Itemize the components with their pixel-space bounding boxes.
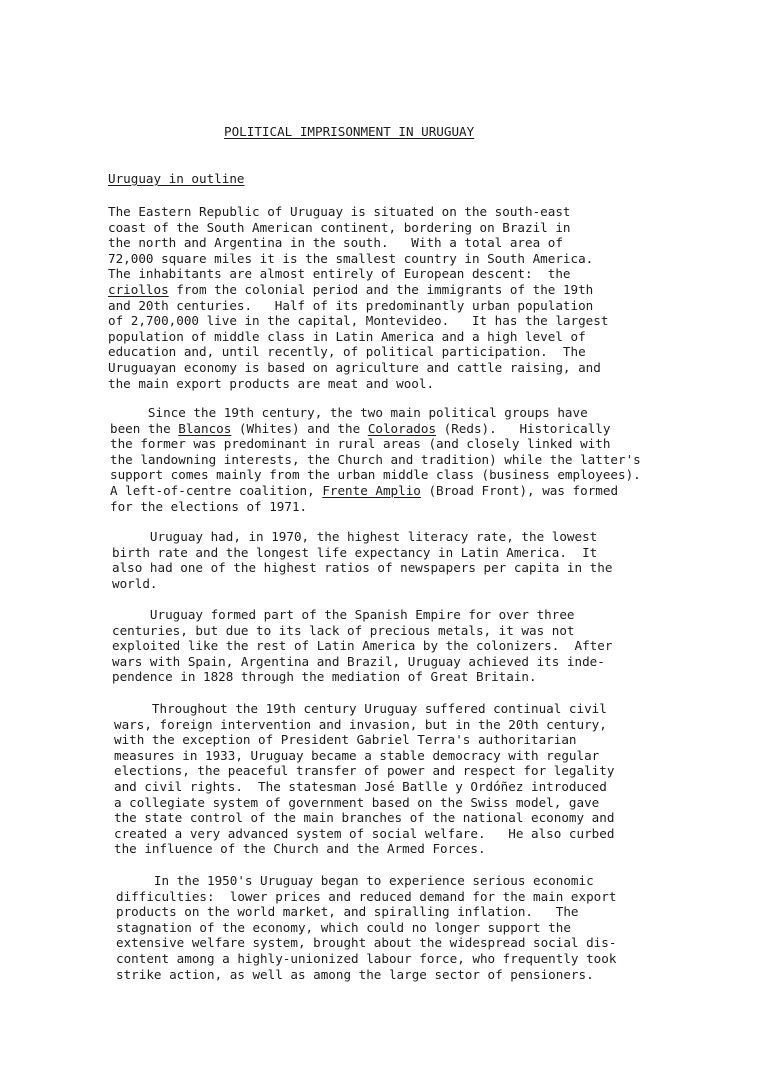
paragraph-outline [108, 204, 608, 391]
paragraph-1950s-economy [116, 873, 616, 982]
text-segment: elections, the peaceful transfer of power and respect for legality [114, 763, 615, 779]
text-segment: Throughout the 19th century Uruguay suffered continual civil [114, 701, 607, 716]
text-segment: difficulties: lower prices and reduced demand for the main export [116, 888, 617, 904]
text-segment: (Whites) and the [231, 420, 368, 436]
text-segment: with the exception of President Gabriel Terra's authoritarian [114, 732, 577, 748]
text-line [108, 251, 608, 267]
underlined-term: Colorados [367, 420, 437, 436]
paragraph-spanish-empire [112, 607, 612, 685]
text-segment: the state control of the main branches of the national economy and [114, 810, 615, 826]
text-line [114, 826, 614, 842]
text-line [114, 701, 614, 717]
text-line [108, 344, 608, 360]
text-segment: Uruguay had, in 1970, the highest literacy rate, the lowest [112, 529, 598, 544]
text-line [116, 904, 616, 920]
text-line [112, 560, 612, 576]
text-line [116, 873, 616, 889]
text-segment: In the 1950's Uruguay began to experience serious economic [116, 873, 594, 888]
text-line [110, 483, 641, 499]
text-segment: population of middle class in Latin America and a high level of [108, 328, 586, 344]
text-segment: support comes mainly from the urban middle class (business employees). [110, 467, 641, 483]
text-segment: Uruguayan economy is based on agriculture and cattle raising, and [108, 359, 601, 375]
text-segment: the main export products are meat and wool. [108, 375, 435, 391]
underlined-term: Blancos [178, 420, 232, 436]
text-line [114, 810, 614, 826]
text-segment: A left-of-centre coalition, [110, 482, 323, 498]
text-segment: strike action, as well as among the large sector of pensioners. [116, 966, 594, 982]
text-segment: wars with Spain, Argentina and Brazil, Uruguay achieved its inde- [112, 653, 605, 669]
text-line [108, 298, 608, 314]
text-segment: education and, until recently, of political participation. The [108, 344, 586, 360]
underlined-term: Frente Amplio [322, 482, 421, 498]
text-line [114, 748, 614, 764]
text-line [110, 436, 641, 452]
paragraph-literacy [112, 529, 612, 591]
text-segment: (Broad Front), was formed [420, 482, 619, 498]
text-line [110, 405, 641, 421]
text-segment: created a very advanced system of social welfare. He also curbed [114, 825, 615, 841]
text-line [112, 638, 612, 654]
text-line [112, 623, 612, 639]
text-line [116, 920, 616, 936]
text-line [110, 452, 641, 468]
text-segment: products on the world market, and spiralling inflation. The [116, 904, 579, 920]
document-title: POLITICAL IMPRISONMENT IN URUGUAY [224, 124, 475, 139]
text-line [108, 266, 608, 282]
text-line [110, 421, 641, 437]
text-line [108, 329, 608, 345]
text-segment: a collegiate system of government based on the Swiss model, gave [114, 794, 600, 810]
text-line [114, 779, 614, 795]
text-line [108, 360, 608, 376]
text-segment: the landowning interests, the Church and tradition) while the latter's [110, 451, 641, 467]
text-segment: for the elections of 1971. [110, 498, 308, 514]
text-line [108, 220, 608, 236]
text-segment: the influence of the Church and the Armed Forces. [114, 841, 486, 857]
text-segment: The Eastern Republic of Uruguay is situated on the south-east [108, 204, 571, 219]
text-segment: birth rate and the longest life expectancy in Latin America. It [112, 544, 598, 560]
text-segment: exploited like the rest of Latin America by the colonizers. After [112, 638, 613, 654]
paragraph-20th-century [114, 701, 614, 857]
text-segment: pendence in 1828 through the mediation of Great Britain. [112, 669, 537, 685]
text-line [116, 935, 616, 951]
text-line [108, 204, 608, 220]
text-line [116, 967, 616, 983]
text-segment: Uruguay formed part of the Spanish Empire for over three [112, 607, 575, 622]
section-heading: Uruguay in outline [108, 171, 245, 186]
text-line [108, 313, 608, 329]
text-segment: and 20th centuries. Half of its predominantly urban population [108, 297, 594, 313]
text-line [110, 499, 641, 515]
text-segment: of 2,700,000 live in the capital, Montevideo. It has the largest [108, 313, 609, 329]
text-segment: centuries, but due to its lack of precious metals, it was not [112, 622, 575, 638]
text-segment: from the colonial period and the immigrants of the 19th [168, 281, 594, 297]
text-line [112, 576, 612, 592]
text-segment: and civil rights. The statesman José Batlle y Ordóñez introduced [114, 778, 607, 794]
text-segment: stagnation of the economy, which could no longer support the [116, 919, 571, 935]
text-segment: wars, foreign intervention and invasion, but in the 20th century, [114, 716, 607, 732]
text-segment: coast of the South American continent, bordering on Brazil in [108, 219, 571, 235]
text-segment: been the [110, 420, 179, 436]
text-line [114, 732, 614, 748]
text-line [116, 889, 616, 905]
text-line [114, 795, 614, 811]
text-line [112, 607, 612, 623]
underlined-term: criollos [108, 281, 169, 297]
text-line [112, 529, 612, 545]
text-segment: measures in 1933, Uruguay became a stable democracy with regular [114, 747, 600, 763]
text-line [112, 654, 612, 670]
text-segment: content among a highly-unionized labour force, who frequently took [116, 950, 617, 966]
text-segment: The inhabitants are almost entirely of European descent: the [108, 266, 571, 282]
text-line [108, 282, 608, 298]
text-segment: 72,000 square miles it is the smallest country in South America. [108, 250, 594, 266]
text-segment: (Reds). Historically [436, 420, 611, 436]
text-line [110, 467, 641, 483]
text-segment: also had one of the highest ratios of newspapers per capita in the [112, 560, 613, 576]
text-segment: extensive welfare system, brought about the widespread social dis- [116, 935, 617, 951]
text-segment: Since the 19th century, the two main political groups have [110, 405, 588, 420]
text-line [114, 717, 614, 733]
text-segment: the former was predominant in rural areas (and closely linked with [110, 436, 611, 452]
text-line [114, 841, 614, 857]
paragraph-political-groups [110, 405, 641, 514]
text-segment: world. [112, 575, 158, 591]
text-line [108, 376, 608, 392]
text-line [112, 669, 612, 685]
text-segment: the north and Argentina in the south. With a total area of [108, 235, 563, 251]
text-line [116, 951, 616, 967]
text-line [108, 235, 608, 251]
text-line [114, 763, 614, 779]
text-line [112, 545, 612, 561]
